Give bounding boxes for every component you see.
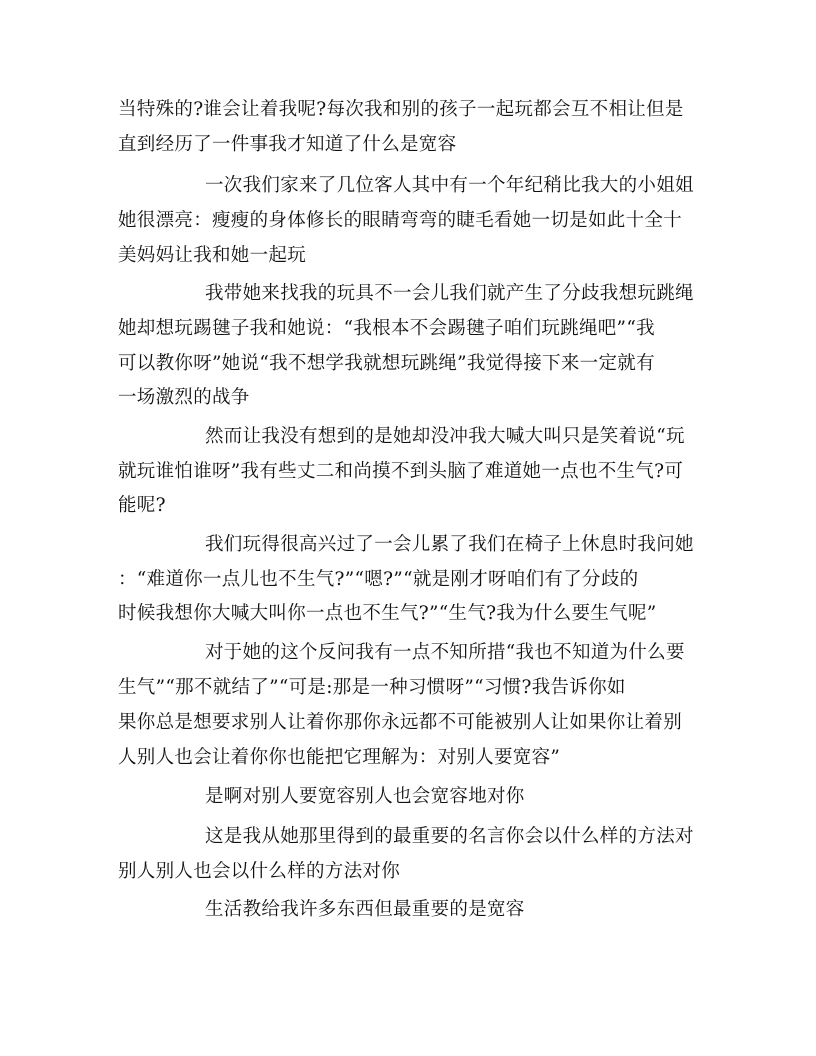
- paragraph-first-line: 一次我们家来了几位客人其中有一个年纪稍比我大的小姐姐: [205, 175, 694, 196]
- paragraph-first-line: 我带她来找我的玩具不一会儿我们就产生了分歧我想玩跳绳: [205, 283, 694, 304]
- text-line: 人别人也会让着你你也能把它理解为：对别人要宽容”: [118, 747, 561, 768]
- text-line: ：“难道你一点儿也不生气?”“嗯?”“就是刚才呀咱们有了分歧的: [118, 569, 639, 590]
- text-line: 可以教你呀”她说“我不想学我就想玩跳绳”我觉得接下来一定就有: [118, 353, 655, 374]
- text-line: 当特殊的?谁会让着我呢?每次我和别的孩子一起玩都会互不相让但是: [118, 99, 684, 120]
- paragraph-first-line: 对于她的这个反问我有一点不知所措“我也不知道为什么要: [205, 642, 685, 663]
- paragraph-first-line: 是啊对别人要宽容别人也会宽容地对你: [205, 786, 525, 807]
- paragraph-first-line: 这是我从她那里得到的最重要的名言你会以什么样的方法对: [205, 826, 694, 847]
- text-line: 她却想玩踢毽子我和她说：“我根本不会踢毽子咱们玩跳绳吧”“我: [118, 318, 655, 339]
- text-line: 生气”“那不就结了”“可是:那是一种习惯呀”“习惯?我告诉你如: [118, 677, 626, 698]
- text-line: 能呢?: [118, 495, 166, 516]
- text-line: 她很漂亮：瘦瘦的身体修长的眼睛弯弯的睫毛看她一切是如此十全十: [118, 210, 683, 231]
- text-line: 美妈妈让我和她一起玩: [118, 245, 307, 266]
- paragraph-first-line: 生活教给我许多东西但最重要的是宽容: [205, 899, 525, 920]
- text-line: 果你总是想要求别人让着你那你永远都不可能被别人让如果你让着别: [118, 712, 683, 733]
- paragraph-first-line: 我们玩得很高兴过了一会儿累了我们在椅子上休息时我问她: [205, 534, 694, 555]
- text-line: 时候我想你大喊大叫你一点也不生气?”“生气?我为什么要生气呢”: [118, 603, 657, 624]
- paragraph-first-line: 然而让我没有想到的是她却没冲我大喊大叫只是笑着说“玩: [205, 426, 685, 447]
- text-line: 直到经历了一件事我才知道了什么是宽容: [118, 134, 457, 155]
- text-line: 别人别人也会以什么样的方法对你: [118, 861, 401, 882]
- text-line: 一场激烈的战争: [118, 387, 250, 408]
- text-line: 就玩谁怕谁呀”我有些丈二和尚摸不到头脑了难道她一点也不生气?可: [118, 461, 684, 482]
